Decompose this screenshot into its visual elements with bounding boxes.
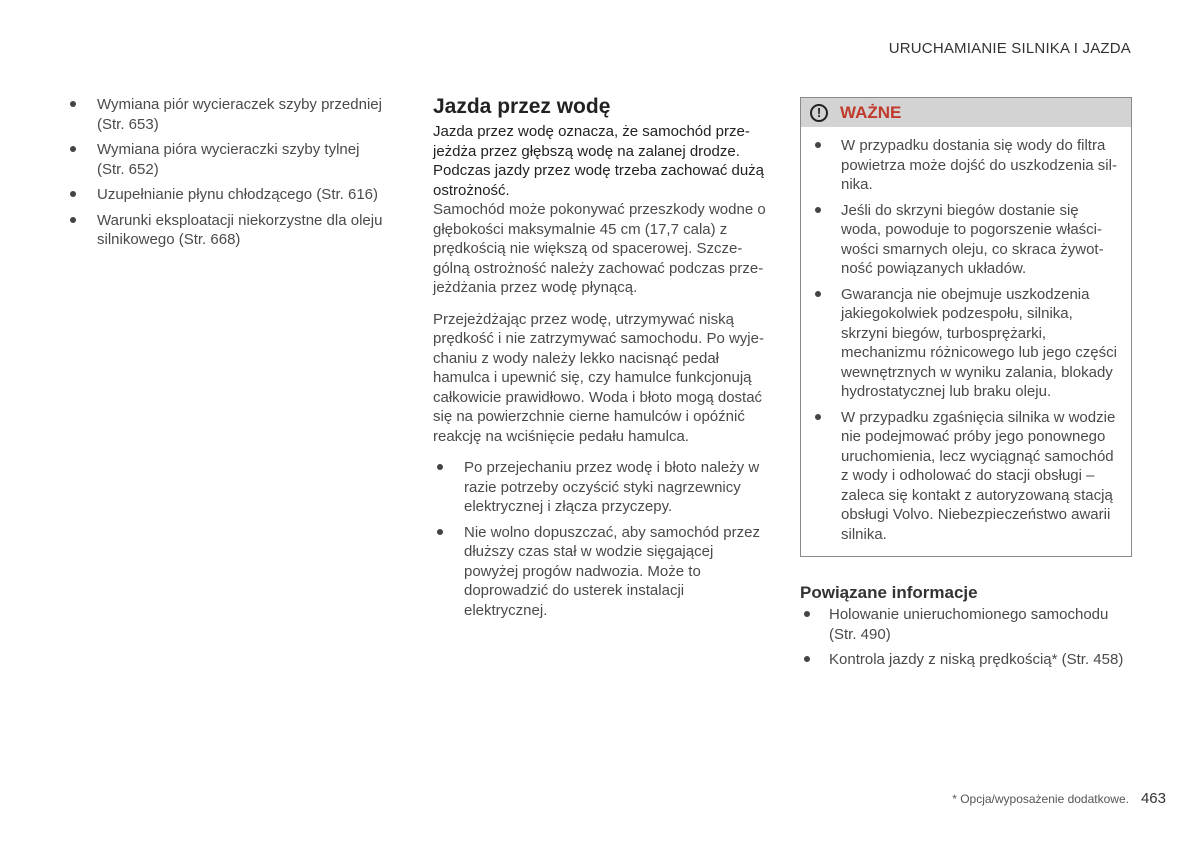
main-column	[433, 95, 768, 626]
body-paragraph: Samochód może pokonywać przeszkody wodne o głębokości maksymalnie 45 cm (17,7 cala) z prędkością nie większą od spacerowej. Szczególną ostrożność należy zachować podczas przejeżdżania przez wodę płynącą.	[433, 201, 766, 296]
page-footer	[952, 790, 1166, 807]
list-item[interactable]: Warunki eksploatacji niekorzystne dla oleju silnikowego (Str. 668)	[66, 211, 386, 250]
list-item: Nie wolno dopuszczać, aby samochód przez dłuższy czas stał w wodzie sięgającej powyżej progów nadwozia. Może to doprowadzić do usterek instalacji elektrycznej.	[433, 523, 768, 621]
list-item: Gwarancja nie obejmuje uszkodzenia jakiegokolwiek podzespołu, silnika, skrzyni biegów, turbosprężarki, mechanizmu różnicowego lub jego części wewnętrznych w wyniku zalania, blokady hydrostatycznej lub braku oleju.	[811, 285, 1117, 402]
notice-title: WAŻNE	[840, 102, 902, 122]
list-item: W przypadku dostania się wody do filtra powietrza może dojść do uszkodzenia silnika.	[811, 136, 1117, 195]
footnote: * Opcja/wyposażenie dodatkowe.	[952, 792, 1129, 806]
reference-list	[66, 95, 386, 250]
related-info-heading: Powiązane informacje	[800, 583, 978, 602]
page-number: 463	[1140, 790, 1166, 807]
list-item[interactable]: Wymiana piór wycieraczek szyby przedniej (Str. 653)	[66, 95, 386, 134]
right-column	[800, 95, 1132, 676]
exclamation-icon: !	[810, 104, 828, 122]
body-paragraph: Przejeżdżając przez wodę, utrzymywać niską prędkość i nie zatrzymywać samochodu. Po wyjechaniu z wody należy lekko nacisnąć pedał hamulca i upewnić się, czy hamulce funkcjonują całkowicie prawidłowo. Woda i błoto mogą dostać się na powierzchnie cierne hamulców i opóźnić reakcję na wciśnięcie pedału hamulca.	[433, 310, 764, 445]
section-header: URUCHAMIANIE SILNIKA I JAZDA	[888, 40, 1131, 57]
left-column	[66, 95, 386, 256]
instruction-list	[433, 458, 768, 620]
notice-body	[801, 127, 1131, 556]
notice-header	[801, 98, 1131, 127]
page-title: Jazda przez wodę	[433, 95, 611, 118]
list-item: W przypadku zgaśnięcia silnika w wodzie nie podejmować próby jego ponownego uruchomienia, lecz wyciągnąć samochód z wody i odholować do stacji obsługi – zaleca się kontakt z autoryzowaną stacją obsługi Volvo. Niebezpieczeństwo awarii silnika.	[811, 408, 1117, 545]
list-item[interactable]: Wymiana pióra wycieraczki szyby tylnej (Str. 652)	[66, 140, 386, 179]
list-item[interactable]: Kontrola jazdy z niską prędkością* (Str. 458)	[800, 650, 1132, 670]
important-notice-box	[800, 97, 1132, 557]
list-item[interactable]: Holowanie unieruchomionego samochodu (Str. 490)	[800, 605, 1132, 644]
lead-paragraph: Jazda przez wodę oznacza, że samochód przejeżdża przez głębszą wodę na zalanej drodze. Podczas jazdy przez wodę trzeba zachować dużą ostrożność.	[433, 123, 765, 199]
list-item[interactable]: Uzupełnianie płynu chłodzącego (Str. 616)	[66, 185, 386, 205]
list-item: Jeśli do skrzyni biegów dostanie się woda, powoduje to pogorszenie właściwości smarnych oleju, co skraca żywotność powiązanych układów.	[811, 201, 1117, 279]
related-info-list	[800, 605, 1132, 670]
list-item: Po przejechaniu przez wodę i błoto należy w razie potrzeby oczyścić styki nagrzewnicy elektrycznej i złącza przyczepy.	[433, 458, 768, 517]
notice-list	[811, 136, 1117, 544]
